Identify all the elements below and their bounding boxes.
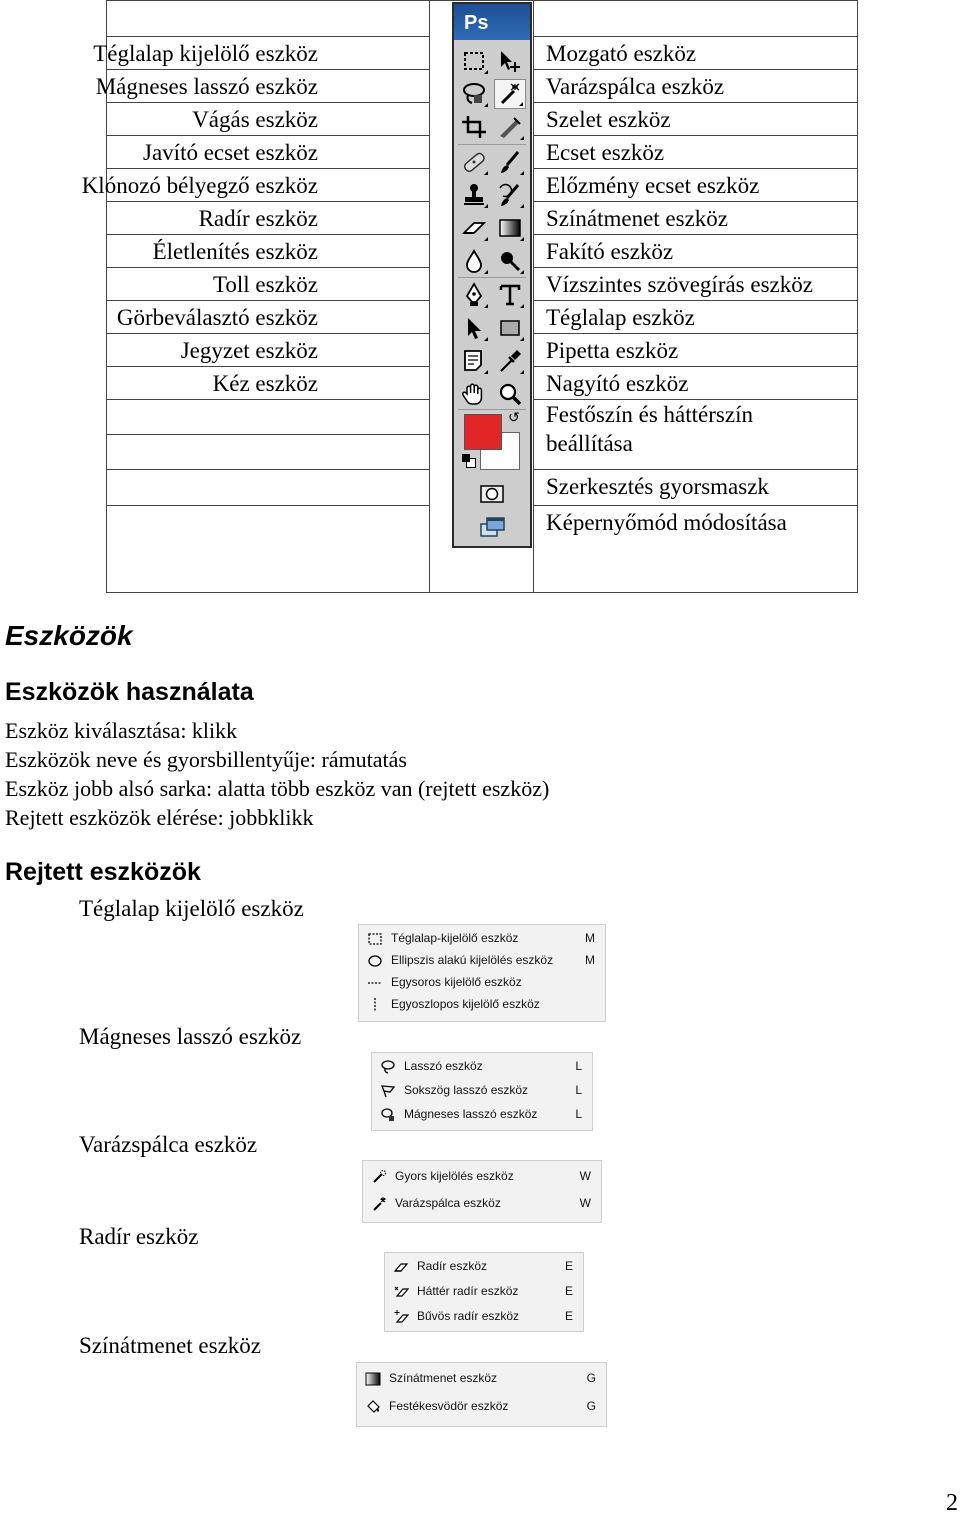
- tool-label-right: Varázspálca eszköz: [546, 74, 725, 99]
- menu-item-label: Háttér radír eszköz: [417, 1284, 519, 1298]
- menu-item[interactable]: [372, 1103, 592, 1125]
- menu-item-label: Színátmenet eszköz: [389, 1371, 498, 1385]
- magnifier-icon: [496, 381, 524, 407]
- history-brush-tool[interactable]: [494, 180, 526, 210]
- tool-label-left: Jegyzet eszköz: [180, 338, 318, 363]
- single-row-marquee-icon: [367, 975, 383, 991]
- single-column-marquee-icon: [367, 997, 383, 1013]
- pen-tool[interactable]: [458, 280, 490, 310]
- move-icon: [496, 48, 524, 74]
- switch-colors-icon[interactable]: ↺: [508, 409, 520, 425]
- hidden-group-label: Varázspálca eszköz: [79, 1132, 258, 1157]
- hidden-group-label: Mágneses lasszó eszköz: [79, 1024, 302, 1049]
- tool-label-left: Mágneses lasszó eszköz: [95, 74, 318, 99]
- toolbox-separator: [458, 144, 526, 145]
- menu-item-shortcut: E: [564, 1309, 573, 1323]
- menu-item-label: Gyors kijelölés eszköz: [395, 1169, 514, 1183]
- menu-item[interactable]: [385, 1255, 583, 1277]
- usage-heading: Eszközök használata: [5, 678, 254, 706]
- tool-label-right: Pipetta eszköz: [546, 338, 679, 363]
- eyedropper-tool[interactable]: [494, 346, 526, 376]
- type-tool[interactable]: [494, 280, 526, 310]
- menu-item[interactable]: [363, 1165, 601, 1187]
- tools-table: [81, 0, 858, 593]
- row-line: [106, 434, 429, 435]
- color-label-line: beállítása: [546, 431, 633, 456]
- tool-label-left: Görbeválasztó eszköz: [116, 305, 318, 330]
- clone-stamp-tool[interactable]: [458, 180, 490, 210]
- tool-label-left: Javító ecset eszköz: [143, 140, 318, 165]
- menu-item-label: Sokszög lasszó eszköz: [404, 1083, 529, 1097]
- menu-item-shortcut: W: [579, 1169, 591, 1183]
- blur-tool[interactable]: [458, 246, 490, 276]
- rect-marquee-icon: [367, 931, 383, 947]
- menu-item-shortcut: M: [585, 953, 595, 967]
- page-number: 2: [946, 1490, 958, 1516]
- eraser-icon: [393, 1259, 409, 1275]
- row-line: [106, 469, 429, 470]
- menu-item[interactable]: [359, 993, 605, 1015]
- table-border-right: [857, 0, 858, 593]
- gradient-tool[interactable]: [494, 213, 526, 243]
- menu-item-shortcut: E: [564, 1284, 573, 1298]
- color-label-line: Festőszín és háttérszín: [546, 402, 753, 427]
- section-title: Eszközök: [5, 620, 133, 651]
- polygonal-lasso-icon: [380, 1083, 396, 1099]
- usage-line: Eszköz kiválasztása: klikk: [5, 718, 238, 743]
- screen-mode-button[interactable]: [476, 512, 508, 542]
- quick-selection-icon: [371, 1169, 387, 1185]
- tool-label-right: Nagyító eszköz: [546, 371, 689, 396]
- paint-bucket-icon: [365, 1399, 381, 1415]
- slice-tool[interactable]: [494, 112, 526, 142]
- tool-label-right: Előzmény ecset eszköz: [546, 173, 760, 198]
- menu-item[interactable]: [359, 971, 605, 993]
- tool-label-left: Radír eszköz: [198, 206, 318, 231]
- notes-tool[interactable]: [458, 346, 490, 376]
- path-selection-tool[interactable]: [458, 313, 490, 343]
- crop-tool[interactable]: [458, 112, 490, 142]
- lasso-icon: [380, 1059, 396, 1075]
- menu-item-label: Mágneses lasszó eszköz: [404, 1107, 538, 1121]
- tool-label-left: Klónozó bélyegző eszköz: [81, 173, 318, 198]
- zoom-tool[interactable]: [494, 379, 526, 409]
- tool-label-right: Színátmenet eszköz: [546, 206, 729, 231]
- quickmask-label: Szerkesztés gyorsmaszk: [546, 474, 769, 499]
- photoshop-toolbox: [452, 2, 532, 548]
- usage-line: Rejtett eszközök elérése: jobbklikk: [5, 805, 314, 830]
- menu-item-shortcut: G: [586, 1371, 596, 1385]
- hand-tool[interactable]: [458, 379, 490, 409]
- marquee-flyout-menu: [358, 924, 606, 1022]
- menu-item-shortcut: E: [564, 1259, 573, 1273]
- hidden-group-label: Radír eszköz: [79, 1224, 199, 1249]
- menu-item-label: Bűvös radír eszköz: [417, 1309, 520, 1323]
- hidden-group-label: Színátmenet eszköz: [79, 1333, 262, 1358]
- default-colors-icon[interactable]: [462, 454, 475, 467]
- hidden-group-label: Téglalap kijelölő eszköz: [79, 896, 304, 921]
- menu-item[interactable]: [363, 1192, 601, 1214]
- brush-tool[interactable]: [494, 147, 526, 177]
- tool-label-right: Szelet eszköz: [546, 107, 671, 132]
- menu-item[interactable]: [357, 1395, 606, 1417]
- tool-label-left: Kéz eszköz: [212, 371, 318, 396]
- ps-logo: Ps: [454, 4, 530, 40]
- menu-item-label: Festékesvödör eszköz: [389, 1399, 509, 1413]
- menu-item[interactable]: [359, 949, 605, 971]
- gradient-flyout-menu: [356, 1362, 607, 1427]
- menu-item[interactable]: [372, 1055, 592, 1077]
- background-eraser-icon: [393, 1284, 409, 1300]
- tool-label-right: Téglalap eszköz: [546, 305, 695, 330]
- usage-line: Eszköz jobb alsó sarka: alatta több eszköz van (rejtett eszköz): [5, 776, 550, 801]
- menu-item-shortcut: L: [575, 1107, 582, 1121]
- menu-item-label: Radír eszköz: [417, 1259, 488, 1273]
- magnetic-lasso-icon: [380, 1107, 396, 1123]
- quick-mask-icon: [478, 481, 506, 507]
- tool-label-left: Toll eszköz: [212, 272, 318, 297]
- magnetic-lasso-tool[interactable]: [458, 79, 490, 109]
- menu-item[interactable]: [385, 1280, 583, 1302]
- row-line: [106, 505, 429, 506]
- menu-item-label: Lasszó eszköz: [404, 1059, 483, 1073]
- magic-eraser-icon: [393, 1309, 409, 1325]
- tool-label-left: Téglalap kijelölő eszköz: [93, 41, 318, 66]
- tool-label-right: Fakító eszköz: [546, 239, 674, 264]
- hidden-tools-heading: Rejtett eszközök: [5, 858, 201, 886]
- tool-label-left: Vágás eszköz: [192, 107, 318, 132]
- menu-item-label: Ellipszis alakú kijelölés eszköz: [391, 953, 554, 967]
- menu-item-shortcut: M: [585, 931, 595, 945]
- menu-item-shortcut: L: [575, 1059, 582, 1073]
- menu-item-shortcut: G: [586, 1399, 596, 1413]
- lasso-flyout-menu: [371, 1052, 593, 1131]
- table-column-divider: [429, 0, 430, 593]
- usage-line: Eszközök neve és gyorsbillentyűje: rámutatás: [5, 747, 407, 772]
- magic-wand-icon: [371, 1196, 387, 1212]
- eraser-tool[interactable]: [458, 213, 490, 243]
- table-border-top: [106, 0, 858, 1]
- menu-item-label: Varázspálca eszköz: [395, 1196, 501, 1210]
- menu-item-shortcut: L: [575, 1083, 582, 1097]
- magic-wand-flyout-menu: [362, 1160, 602, 1223]
- menu-item[interactable]: [372, 1079, 592, 1101]
- menu-item-shortcut: W: [579, 1196, 591, 1210]
- tool-label-left: Életlenítés eszköz: [152, 239, 318, 264]
- menu-item[interactable]: [357, 1367, 606, 1389]
- eraser-flyout-menu: [384, 1252, 584, 1332]
- move-tool[interactable]: [494, 46, 526, 76]
- tool-label-right: Vízszintes szövegírás eszköz: [546, 272, 813, 297]
- table-border-bottom: [106, 592, 858, 593]
- rect-marquee-tool[interactable]: [458, 46, 490, 76]
- tool-label-right: Mozgató eszköz: [546, 41, 697, 66]
- ellipse-marquee-icon: [367, 953, 383, 969]
- menu-item-label: Téglalap-kijelölő eszköz: [391, 931, 519, 945]
- healing-brush-tool[interactable]: [458, 147, 490, 177]
- menu-item[interactable]: [359, 927, 605, 949]
- menu-item-label: Egysoros kijelölő eszköz: [391, 975, 522, 989]
- toolbox-separator: [458, 277, 526, 278]
- foreground-color-swatch[interactable]: [464, 414, 502, 450]
- magic-wand-tool[interactable]: [494, 79, 526, 109]
- dodge-tool[interactable]: [494, 246, 526, 276]
- quick-mask-button[interactable]: [476, 479, 508, 509]
- rectangle-shape-tool[interactable]: [494, 313, 526, 343]
- screenmode-label: Képernyőmód módosítása: [546, 510, 787, 535]
- screen-mode-icon: [478, 514, 506, 540]
- gradient-icon: [365, 1371, 381, 1387]
- color-label: [546, 400, 753, 458]
- menu-item-label: Egyoszlopos kijelölő eszköz: [391, 997, 540, 1011]
- hand-icon: [460, 381, 488, 407]
- tool-label-right: Ecset eszköz: [546, 140, 665, 165]
- crop-icon: [460, 114, 488, 140]
- menu-item[interactable]: [385, 1305, 583, 1327]
